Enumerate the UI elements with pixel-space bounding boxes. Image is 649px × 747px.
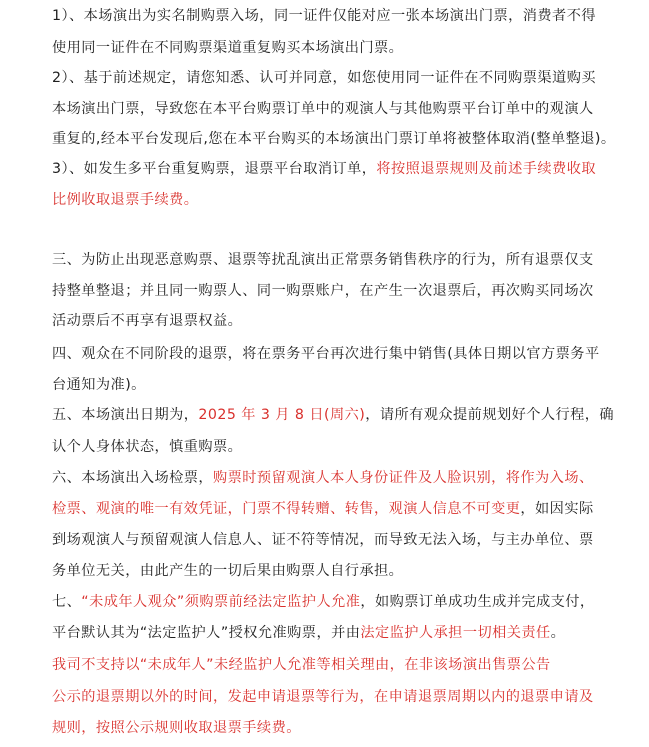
body-text: 持整单整退；并且同一购票人、同一购票账户，在产生一次退票后，再次购买同场次 xyxy=(52,283,594,299)
text-line xyxy=(52,68,609,88)
text-line xyxy=(52,311,609,331)
body-text: 重复的,经本平台发现后,您在本平台购买的本场演出门票订单将被整体取消(整单整退)。 xyxy=(52,131,616,147)
body-text: 三、为防止出现恶意购票、退票等扰乱演出正常票务销售秩序的行为，所有退票仅支 xyxy=(52,252,594,268)
text-line xyxy=(52,281,609,301)
emphasis-text: 法定监护人承担一切相关责任 xyxy=(360,625,551,641)
text-line xyxy=(52,38,609,58)
emphasis-text: 我司不支持以“未成年人”未经监护人允准等相关理由，在非该场演出售票公告 xyxy=(52,657,551,673)
body-text: 活动票后不再享有退票权益。 xyxy=(52,313,243,329)
text-line xyxy=(52,344,609,364)
body-text: 1）、本场演出为实名制购票入场，同一证件仅能对应一张本场演出门票，消费者不得 xyxy=(52,8,596,24)
text-line xyxy=(52,561,609,581)
body-text: 五、本场演出日期为， xyxy=(52,407,199,423)
text-line xyxy=(52,129,616,149)
text-line xyxy=(52,6,609,26)
text-line xyxy=(52,592,609,612)
text-line xyxy=(52,405,615,425)
emphasis-text: “未成年人观众”须购票前经法定监护人允准 xyxy=(81,594,361,610)
body-text: 台通知为准)。 xyxy=(52,377,146,393)
text-line xyxy=(52,159,609,179)
emphasis-text: 2025 年 3 月 8 日(周六) xyxy=(198,407,366,423)
emphasis-text: 规则，按照公示规则收取退票手续费。 xyxy=(52,720,301,736)
text-line xyxy=(52,250,609,270)
text-line xyxy=(52,655,609,675)
text-line xyxy=(52,718,609,738)
text-line xyxy=(52,687,609,707)
body-text: 平台默认其为“法定监护人”授权允准购票，并由 xyxy=(52,625,361,641)
body-text: 到场观演人与预留观演人信息人、证不符等情况，而导致无法入场，与主办单位、票 xyxy=(52,532,594,548)
text-line xyxy=(52,530,609,550)
text-line xyxy=(52,375,609,395)
body-text: 认个人身体状态，慎重购票。 xyxy=(52,439,243,455)
body-text: 2）、基于前述规定，请您知悉、认可并同意，如您使用同一证件在不同购票渠道购买 xyxy=(52,70,596,86)
body-text: 务单位无关，由此产生的一切后果由购票人自行承担。 xyxy=(52,563,404,579)
text-line xyxy=(52,499,609,519)
body-text: 四、观众在不同阶段的退票，将在票务平台再次进行集中销售(具体日期以官方票务平 xyxy=(52,346,600,362)
text-line xyxy=(52,468,609,488)
body-text: 六、本场演出入场检票， xyxy=(52,470,214,486)
text-line xyxy=(52,623,609,643)
emphasis-text: 将按照退票规则及前述手续费收取 xyxy=(376,161,596,177)
text-line xyxy=(52,99,609,119)
body-text: 使用同一证件在不同购票渠道重复购买本场演出门票。 xyxy=(52,40,404,56)
body-text: 。 xyxy=(550,625,566,641)
body-text: 本场演出门票，导致您在本平台购票订单中的观演人与其他购票平台订单中的观演人 xyxy=(52,101,594,117)
body-text: ，如购票订单成功生成并完成支付， xyxy=(360,594,595,610)
body-text: ，如因实际 xyxy=(520,501,594,517)
body-text: 3）、如发生多平台重复购票，退票平台取消订单， xyxy=(52,161,377,177)
emphasis-text: 购票时预留观演人本人身份证件及人脸识别，将作为入场、 xyxy=(213,470,594,486)
text-line xyxy=(52,190,609,210)
text-line xyxy=(52,437,609,457)
body-text: 七、 xyxy=(52,594,82,610)
body-text: ，请所有观众提前规划好个人行程，确 xyxy=(365,407,615,423)
emphasis-text: 公示的退票期以外的时间，发起申请退票等行为，在申请退票周期以内的退票申请及 xyxy=(52,689,594,705)
emphasis-text: 比例收取退票手续费。 xyxy=(52,192,199,208)
emphasis-text: 检票、观演的唯一有效凭证，门票不得转赠、转售，观演人信息不可变更 xyxy=(52,501,521,517)
